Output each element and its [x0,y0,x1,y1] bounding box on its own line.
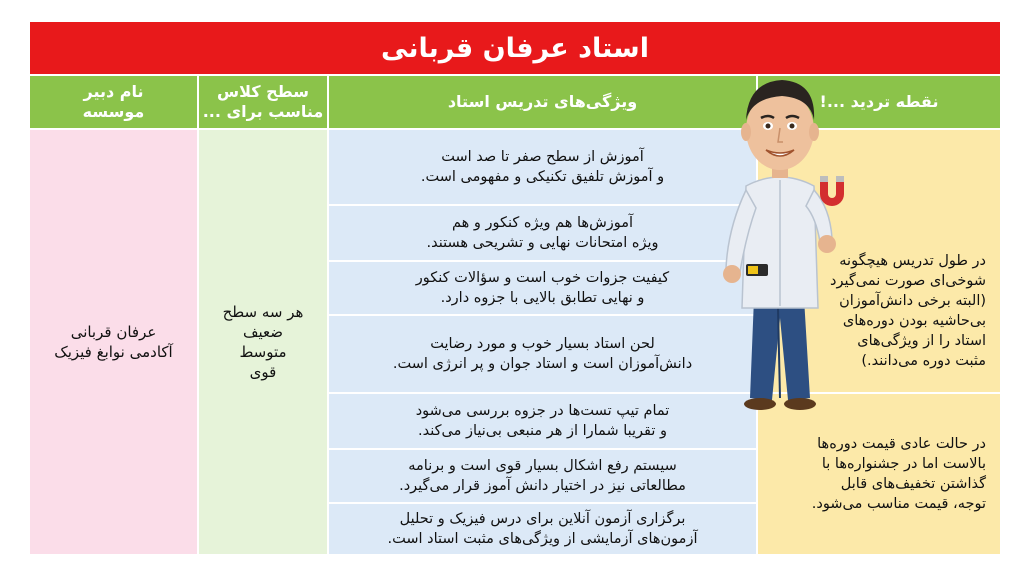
page-title: استاد عرفان قربانی [30,22,1000,74]
level-column [199,130,327,554]
magnet-icon [812,172,852,212]
comparison-card [30,22,1000,554]
feature-text: آموزش‌ها هم ویژه کنکور و هم [451,215,634,231]
header-features [329,76,756,128]
doubt-text: در طول تدریس هیچگونه [839,253,986,269]
feature-text: تمام تیپ تست‌ها در جزوه بررسی می‌شود [415,403,670,419]
header-features-label: ویژگی‌های تدریس استاد [447,92,638,111]
feature-text: سیستم رفع اشکال بسیار قوی است و برنامه [408,458,677,474]
feature-row [329,450,756,504]
header-level-line2: مناسب برای ... [202,102,324,121]
doubt-text: توجه، قیمت مناسب می‌شود. [811,496,986,512]
header-level-line1: سطح کلاس [217,82,309,101]
teacher-caricature [706,68,856,413]
level-all: هر سه سطح [222,303,304,321]
doubt-text: مثبت دوره می‌دانند.) [861,353,986,369]
doubt-row [758,394,1000,554]
feature-row [329,316,756,394]
level-weak: ضعیف [242,323,284,341]
header-level [199,76,327,128]
institute-name: آکادمی نوابغ فیزیک [54,343,173,361]
doubt-text: بالاست اما در جشنواره‌ها با [821,456,986,472]
doubt-text: (البته برخی دانش‌آموزان [839,293,986,309]
feature-row [329,262,756,316]
feature-row [329,394,756,450]
feature-row [329,130,756,206]
feature-text: آموزش از سطح صفر تا صد است [441,149,644,165]
feature-text: و آموزش تلفیق تکنیکی و مفهومی است. [420,169,665,185]
feature-text: و تقریبا شمارا از هر منبعی بی‌نیاز می‌کند. [417,423,668,439]
feature-text: ویژه امتحانات نهایی و تشریحی هستند. [426,235,659,251]
feature-text: کیفیت جزوات خوب است و سؤالات کنکور [415,270,670,286]
feature-row [329,206,756,262]
doubt-text: بی‌حاشیه بودن دوره‌های [842,313,986,329]
header-doubt-label: نقطه تردید ...! [819,92,939,111]
feature-row [329,504,756,554]
header-teacher-line1: نام دبیر [83,82,144,101]
doubt-text: گذاشتن تخفیف‌های قابل [840,476,986,492]
level-medium: متوسط [239,343,287,361]
feature-text: مطالعاتی نیز در اختیار دانش آموز قرار می‌گیرد. [399,478,686,494]
feature-text: برگزاری آزمون آنلاین برای درس فیزیک و تحلیل [399,511,686,527]
level-strong: قوی [249,363,277,381]
feature-text: و نهایی تطابق بالایی با جزوه دارد. [440,290,645,306]
header-teacher [30,76,197,128]
feature-text: آزمون‌های آزمایشی از ویژگی‌های مثبت استاد است. [387,531,698,547]
doubt-text: استاد را از ویژگی‌های [857,333,986,349]
feature-text: دانش‌آموزان است و استاد جوان و پر انرژی است. [392,356,693,372]
header-teacher-line2: موسسه [82,102,145,121]
doubt-text: در حالت عادی قیمت دوره‌ها [817,436,986,452]
features-column [329,130,756,554]
teacher-name: عرفان قربانی [70,323,157,341]
teacher-column [30,130,197,554]
feature-text: لحن استاد بسیار خوب و مورد رضایت [430,336,655,352]
doubt-text: شوخی‌ای صورت نمی‌گیرد [830,273,986,289]
